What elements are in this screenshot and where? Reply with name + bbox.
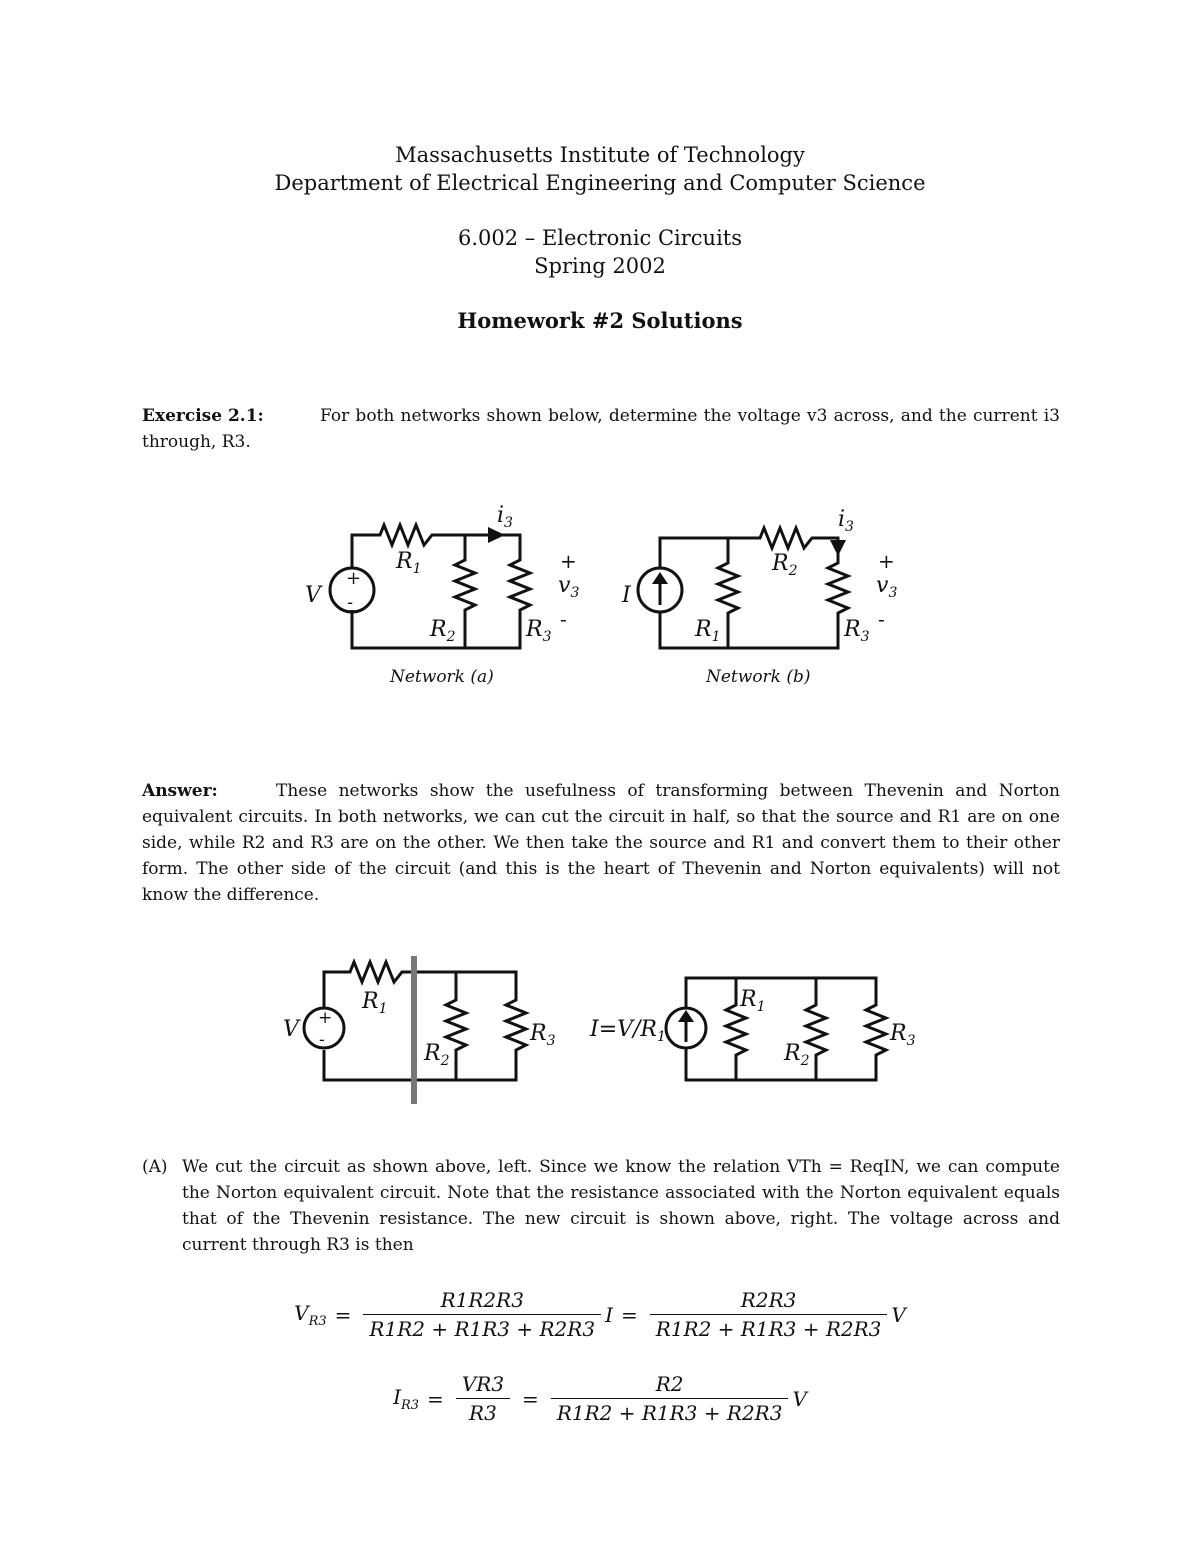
label-R1-cut: $R_1$ — [362, 989, 388, 1017]
eq1-lhs: $V_{R3}$ — [294, 1300, 327, 1329]
label-R1-b: $R_1$ — [695, 617, 721, 645]
label-norton-source: $I=V/R_1$ — [590, 1017, 666, 1045]
answer-paragraph — [142, 778, 1060, 908]
label-R3-a: $R_3$ — [526, 617, 552, 645]
department-name: Department of Electrical Engineering and Computer Science — [274, 171, 926, 195]
equation-current: $I_{R3}$ = $\frac{VR3}{R3}$ = $\frac{R2}{R1R2 + R1R3 + R2R3}$ V — [393, 1372, 807, 1425]
label-R2-norton: $R_2$ — [784, 1041, 810, 1069]
exercise-text: For both networks shown below, determine the voltage v3 across, and the current i3 through, R3. — [142, 406, 1060, 452]
eq1-fraction-1: $\frac{R1R2R3}{R1R2 + R1R3 + R2R3}$ — [363, 1288, 601, 1341]
label-R3-b: $R_3$ — [844, 617, 870, 645]
eq2-fraction-2: $\frac{R2}{R1R2 + R1R3 + R2R3}$ — [551, 1372, 789, 1425]
minus-sign: - — [347, 592, 354, 613]
label-R1-norton: $R_1$ — [740, 987, 766, 1015]
label-R3-norton: $R_3$ — [890, 1021, 916, 1049]
part-a-text: We cut the circuit as shown above, left. Since we know the relation VTh = ReqIN, we can compute the Norton equivalent circuit. Note that the resistance associated with the Norton equivalent equals that of the Thevenin resistance. The new circuit is shown above, right. The voltage across and current through R3 is then — [182, 1157, 1060, 1255]
label-R3-cut: $R_3$ — [530, 1021, 556, 1049]
label-plus-a: + — [560, 549, 577, 573]
term: Spring 2002 — [534, 254, 666, 278]
eq1-fraction-2: $\frac{R2R3}{R1R2 + R1R3 + R2R3}$ — [650, 1288, 888, 1341]
equation-voltage: $V_{R3}$ = $\frac{R1R2R3}{R1R2 + R1R3 + R2R3}$ I = $\frac{R2R3}{R1R2 + R1R3 + R2R3}$ V — [294, 1288, 906, 1341]
network-b-circuit — [638, 528, 848, 648]
label-R2-b: $R_2$ — [772, 551, 798, 579]
answer-label: Answer: — [142, 781, 218, 801]
exercise-label: Exercise 2.1: — [142, 406, 264, 426]
label-minus-a: - — [560, 607, 567, 631]
document-title: Homework #2 Solutions — [457, 308, 743, 333]
caption-network-a: Network (a) — [390, 667, 494, 687]
label-i3-a: $i_3$ — [497, 503, 513, 531]
label-v3-a: $v_3$ — [558, 573, 580, 601]
caption-network-b: Network (b) — [706, 667, 811, 687]
cut-line — [411, 956, 417, 1104]
course-title: 6.002 – Electronic Circuits — [457, 226, 743, 250]
plus-sign-cut: + — [318, 1008, 333, 1028]
norton-equivalent-right — [666, 978, 886, 1080]
institution-name: Massachusetts Institute of Technology — [395, 143, 805, 167]
label-V-cut: V — [283, 1017, 299, 1042]
label-v3-b: $v_3$ — [876, 573, 898, 601]
label-minus-b: - — [878, 607, 885, 631]
cut-circuit-left — [304, 956, 526, 1104]
label-R2-a: $R_2$ — [430, 617, 456, 645]
plus-sign: + — [346, 568, 362, 589]
label-I-b: I — [622, 583, 631, 608]
part-a-label: (A) — [142, 1157, 168, 1177]
label-i3-b: $i_3$ — [838, 507, 854, 535]
part-a-paragraph — [142, 1154, 1060, 1258]
answer-text: These networks show the usefulness of transforming between Thevenin and Norton equivalent circuits. In both networks, we can cut the circuit in half, so that the source and R1 are on one side, while R2 and R3 are on the other. We then take the source and R1 and convert them to their other form. The other side of the circuit (and this is the heart of Thevenin and Norton equivalents) will not know the difference. — [142, 781, 1060, 905]
minus-sign-cut: - — [319, 1030, 325, 1050]
label-R2-cut: $R_2$ — [424, 1041, 450, 1069]
label-plus-b: + — [878, 549, 895, 573]
label-R1-a: $R_1$ — [396, 549, 422, 577]
eq2-lhs: $I_{R3}$ — [393, 1384, 420, 1413]
label-V-a: V — [305, 583, 321, 608]
eq2-fraction-1: $\frac{VR3}{R3}$ — [456, 1372, 510, 1425]
